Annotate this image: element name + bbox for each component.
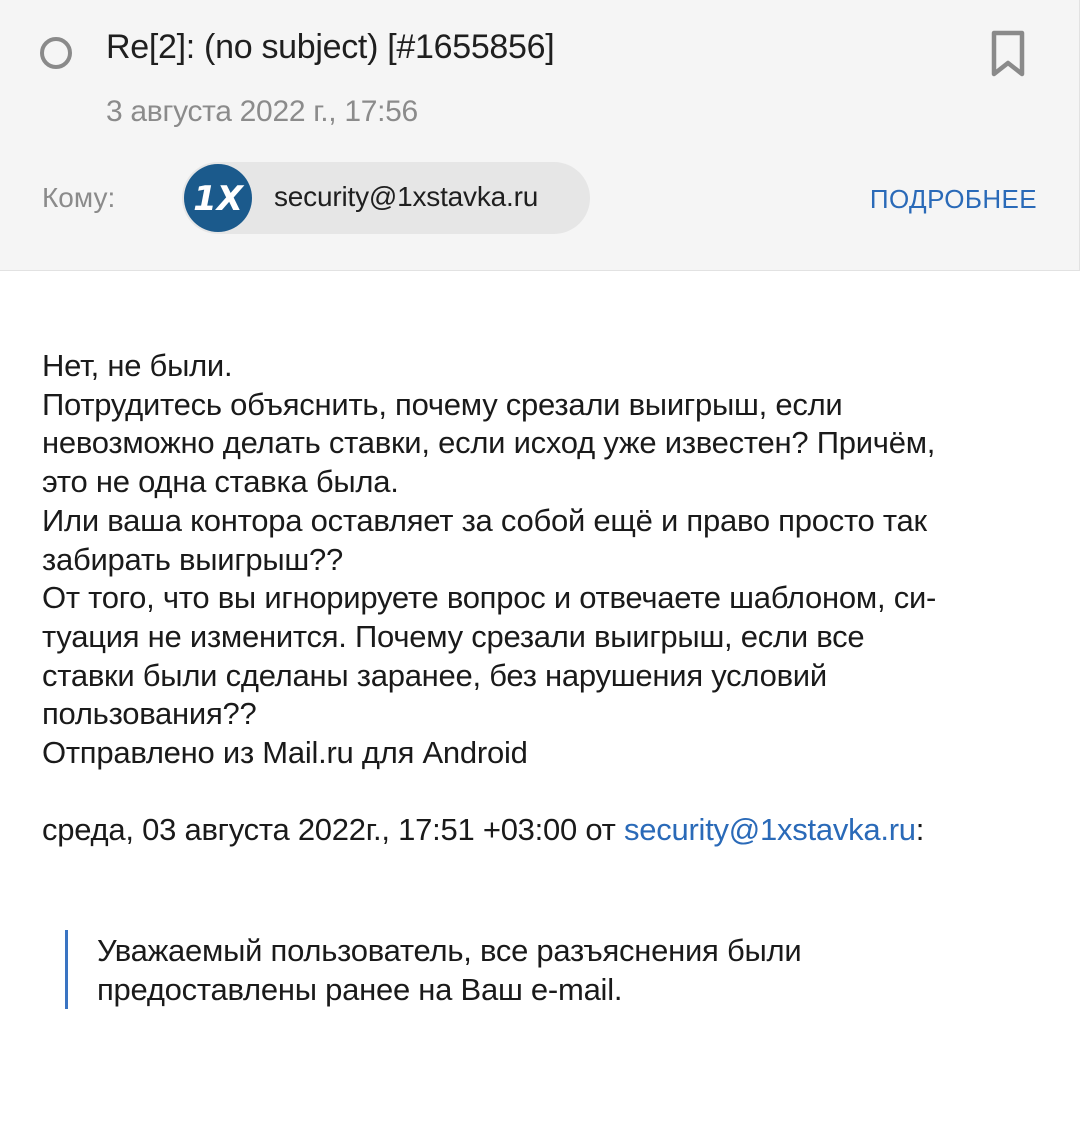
recipient-email: security@1xstavka.ru bbox=[274, 181, 539, 212]
message-line: ставки были сделаны заранее, без нарушения условий bbox=[42, 657, 827, 693]
message-line: Нет, не были. bbox=[42, 348, 233, 383]
message-line: это не одна ставка была. bbox=[42, 464, 399, 500]
quote-header-suffix: : bbox=[915, 812, 925, 847]
message-line: Или ваша контора оставляет за собой ещё и право просто так bbox=[42, 502, 927, 538]
message-line: От того, что вы игнорируете вопрос и отвечаете шаблоном, си- bbox=[42, 580, 937, 616]
message-line: пользования?? bbox=[42, 696, 257, 732]
quoted-message bbox=[65, 930, 997, 1009]
details-button[interactable]: ПОДРОБНЕЕ bbox=[869, 184, 1037, 214]
message-body bbox=[42, 347, 1042, 773]
avatar bbox=[184, 164, 252, 232]
to-label: Кому: bbox=[42, 182, 116, 213]
quoted-line: предоставлены ранее на Ваш e-mail. bbox=[97, 972, 623, 1007]
email-date: 3 августа 2022 г., 17:56 bbox=[106, 95, 418, 128]
quoted-line: Уважаемый пользователь, все разъяснения были bbox=[97, 933, 802, 968]
email-header bbox=[0, 0, 1080, 271]
recipient-chip[interactable] bbox=[182, 162, 590, 234]
email-subject: Re[2]: (no subject) [#1655856] bbox=[106, 28, 555, 66]
quoted-text bbox=[97, 931, 997, 1009]
quote-sender-link[interactable]: security@1xstavka.ru bbox=[624, 812, 916, 847]
bookmark-icon[interactable] bbox=[990, 30, 1026, 78]
signature-line: Отправлено из Mail.ru для Android bbox=[42, 735, 528, 771]
message-line: Потрудитесь объяснить, почему срезали выигрыш, если bbox=[42, 386, 843, 422]
avatar-logo-text: 1X bbox=[193, 179, 243, 219]
circle-outline-icon[interactable] bbox=[40, 37, 72, 69]
quote-header bbox=[42, 812, 924, 848]
quote-header-text: среда, 03 августа 2022г., 17:51 +03:00 от bbox=[42, 812, 624, 847]
avatar-logo bbox=[184, 164, 252, 232]
message-line: забирать выигрыш?? bbox=[42, 541, 344, 577]
message-line: туация не изменится. Почему срезали выигрыш, если все bbox=[42, 618, 865, 654]
message-line: невозможно делать ставки, если исход уже известен? Причём, bbox=[42, 425, 936, 461]
